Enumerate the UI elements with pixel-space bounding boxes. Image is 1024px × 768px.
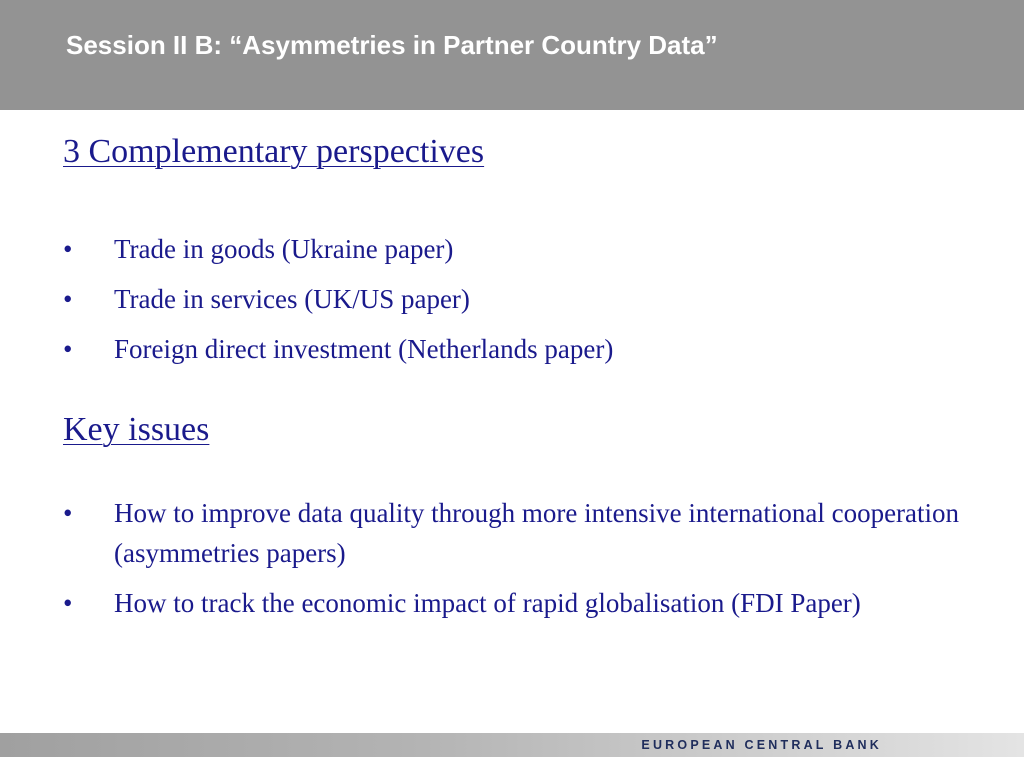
slide-title: Session II B: “Asymmetries in Partner Country Data” (66, 30, 718, 60)
list-item (0, 329, 1024, 369)
list-item (0, 279, 1024, 319)
perspectives-list (0, 229, 1024, 379)
bullet-icon: • (63, 234, 73, 264)
bullet-icon: • (63, 588, 73, 618)
bullet-icon: • (63, 284, 73, 314)
list-item-text: Trade in services (UK/US paper) (114, 284, 470, 314)
key-issues-list (0, 493, 1024, 633)
ecb-logo-text: EUROPEAN CENTRAL BANK (641, 738, 882, 752)
bullet-icon: • (63, 498, 73, 528)
list-item-text: Foreign direct investment (Netherlands paper) (114, 334, 614, 364)
list-item (0, 229, 1024, 269)
list-item (0, 583, 1024, 623)
list-item (0, 493, 1024, 573)
list-item-text: How to improve data quality through more intensive international cooperation (asymmetries papers) (114, 498, 960, 568)
section-heading-key-issues: Key issues (63, 411, 210, 448)
list-item-text: Trade in goods (Ukraine paper) (114, 234, 454, 264)
bullet-icon: • (63, 334, 73, 364)
section-heading-perspectives: 3 Complementary perspectives (63, 133, 485, 170)
list-item-text: How to track the economic impact of rapid globalisation (FDI Paper) (114, 588, 861, 618)
